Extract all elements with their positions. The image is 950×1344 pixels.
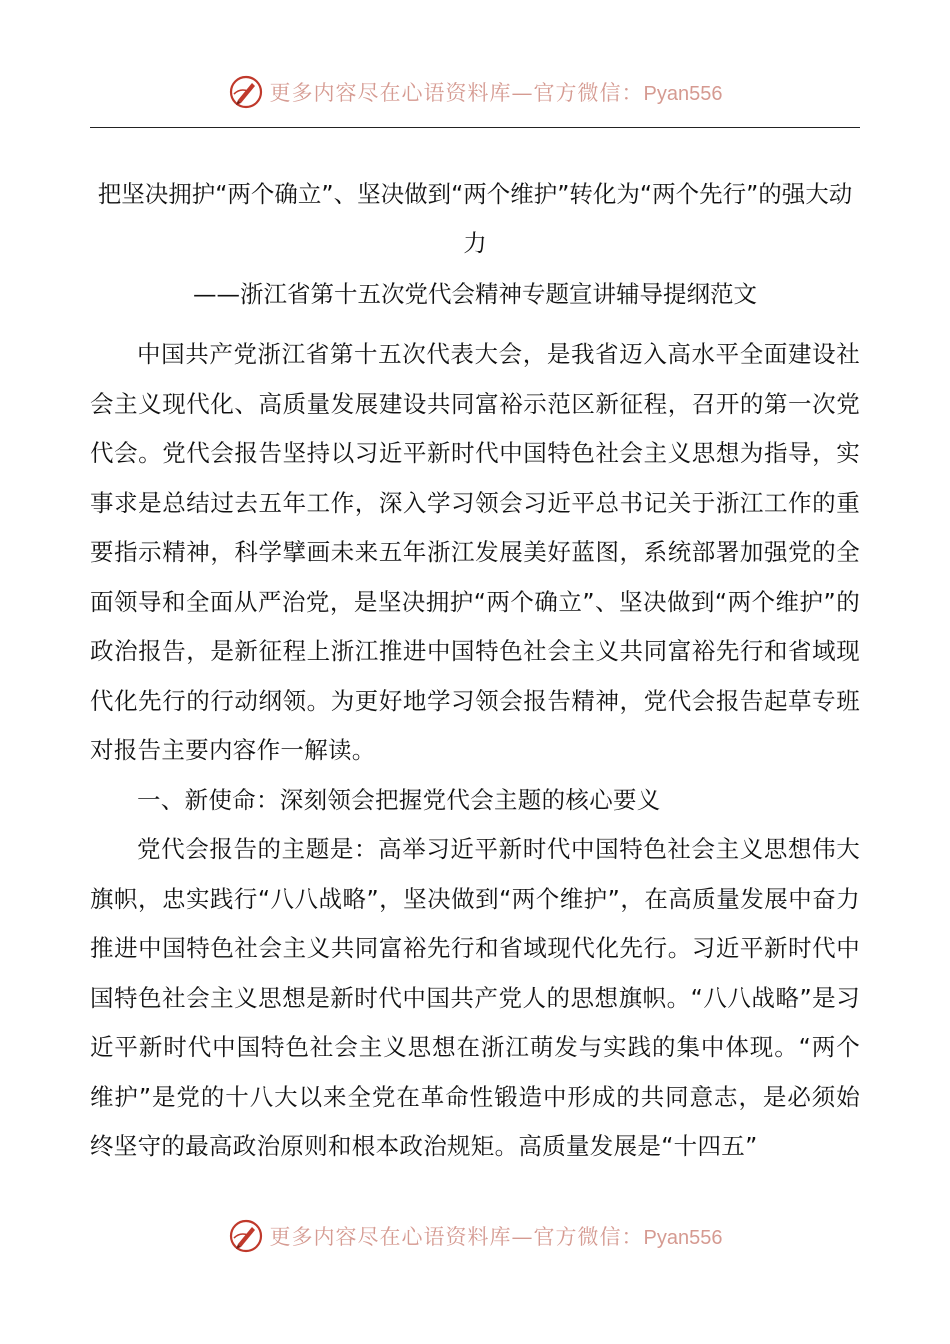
pen-logo-icon (228, 74, 264, 110)
banner-text: 更多内容尽在心语资料库—官方微信：Pyan556 (269, 1225, 723, 1249)
header-banner (0, 70, 950, 114)
pen-logo-icon (228, 1218, 264, 1254)
intro-paragraph: 中国共产党浙江省第十五次代表大会，是我省迈入高水平全面建设社会主义现代化、高质量发展建设共同富裕示范区新征程，召开的第一次党代会。党代会报告坚持以习近平新时代中国特色社会主义思想为指导，实事求是总结过去五年工作，深入学习领会习近平总书记关于浙江工作的重要指示精神，科学擘画未来五年浙江发展美好蓝图，系统部署加强党的全面领导和全面从严治党，是坚决拥护“两个确立”、坚决做到“两个维护”的政治报告，是新征程上浙江推进中国特色社会主义共同富裕先行和省域现代化先行的行动纲领。为更好地学习领会报告精神，党代会报告起草专班对报告主要内容作一解读。 (90, 340, 860, 764)
wechat-id: Pyan556 (643, 83, 723, 105)
banner-text: 更多内容尽在心语资料库—官方微信：Pyan556 (269, 81, 723, 105)
body-paragraph: 党代会报告的主题是：高举习近平新时代中国特色社会主义思想伟大旗帜，忠实践行“八八战略”，坚决做到“两个维护”，在高质量发展中奋力推进中国特色社会主义共同富裕先行和省域现代化先行。习近平新时代中国特色社会主义思想是新时代中国共产党人的思想旗帜。“八八战略”是习近平新时代中国特色社会主义思想在浙江萌发与实践的集中体现。“两个维护”是党的十八大以来全党在革命性锻造中形成的共同意志，是必须始终坚守的最高政治原则和根本政治规矩。高质量发展是“十四五” (90, 835, 860, 1160)
document-subtitle: ——浙江省第十五次党代会精神专题宣讲辅导提纲范文 (193, 280, 757, 308)
document-title: 把坚决拥护“两个确立”、坚决做到“两个维护”转化为“两个先行”的强大动力 (97, 180, 853, 257)
header-divider (90, 127, 860, 128)
section-heading: 一、新使命：深刻领会把握党代会主题的核心要义 (137, 785, 661, 814)
document-body (90, 170, 860, 1172)
wechat-id: Pyan556 (643, 1227, 723, 1249)
footer-banner (0, 1214, 950, 1258)
